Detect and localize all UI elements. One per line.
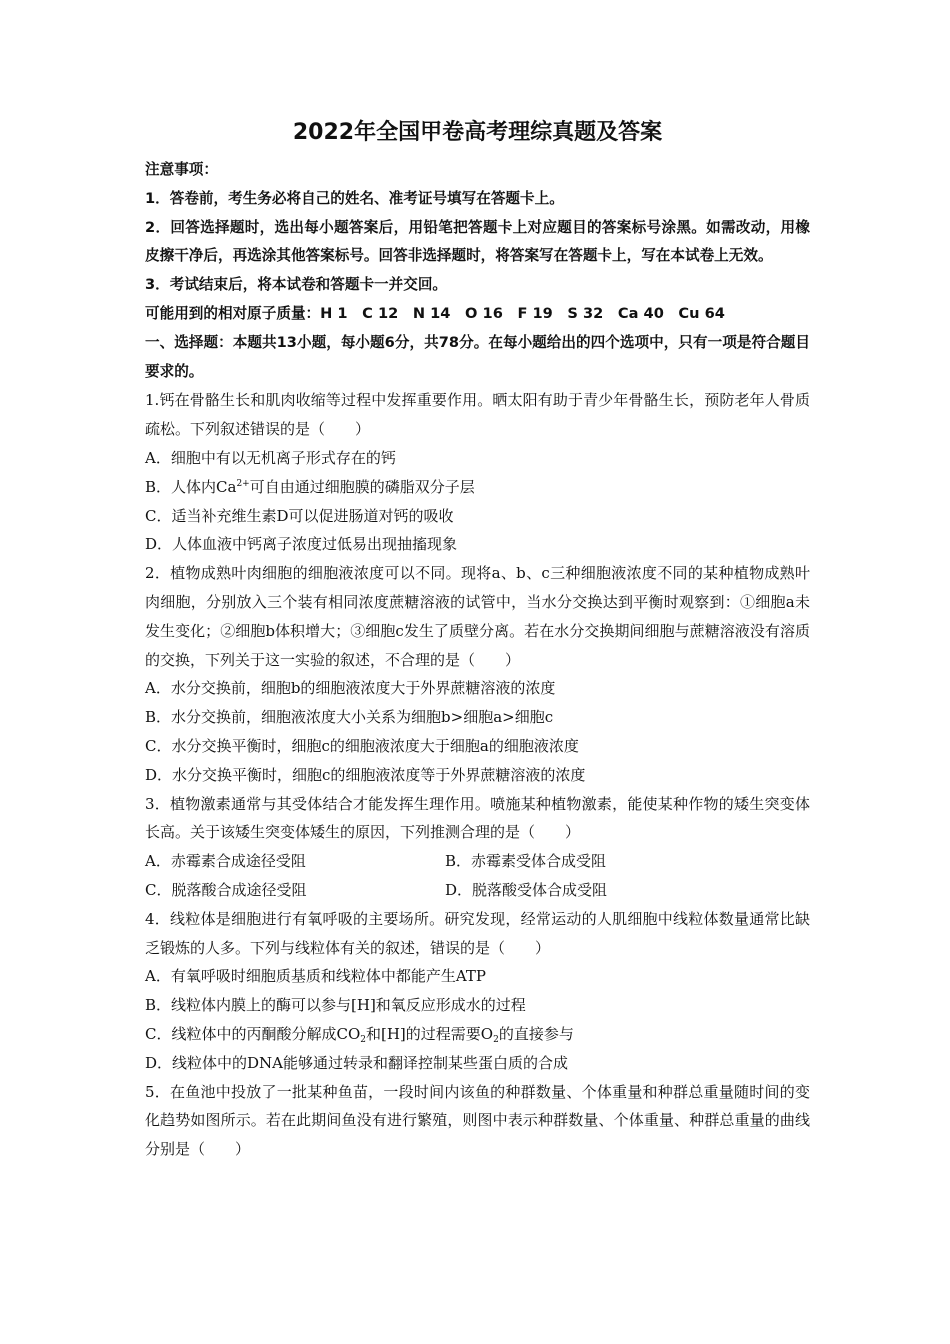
- q2-option-a: A．水分交换前，细胞b的细胞液浓度大于外界蔗糖溶液的浓度: [145, 679, 556, 698]
- q1-option-b-post: 可自由通过细胞膜的磷脂双分子层: [249, 477, 475, 496]
- notice-item-2: 2．回答选择题时，选出每小题答案后，用铅笔把答题卡上对应题目的答案标号涂黑。如需改动，用橡皮擦干净后，再选涂其他答案标号。回答非选择题时，将答案写在答题卡上，写在本试卷上无效。: [145, 218, 810, 265]
- notice-item-3: 3．考试结束后，将本试卷和答题卡一并交回。: [145, 276, 448, 294]
- q3-option-a: A．赤霉素合成途径受阻: [145, 852, 306, 871]
- q4-option-c: [145, 1020, 810, 1049]
- q1-stem: 1.钙在骨骼生长和肌肉收缩等过程中发挥重要作用。晒太阳有助于青少年骨骼生长，预防老年人骨质疏松。下列叙述错误的是（ ）: [145, 391, 810, 439]
- q1-option-d: D．人体血液中钙离子浓度过低易出现抽搐现象: [145, 535, 458, 554]
- q4-option-d: D．线粒体中的DNA能够通过转录和翻译控制某些蛋白质的合成: [145, 1053, 569, 1072]
- q5-stem: 5．在鱼池中投放了一批某种鱼苗，一段时间内该鱼的种群数量、个体重量和种群总重量随时间的变化趋势如图所示。若在此期间鱼没有进行繁殖，则图中表示种群数量、个体重量、种群总重量的曲线分别是（ ）: [145, 1082, 810, 1159]
- section-1-heading: 一、选择题：本题共13小题，每小题6分，共78分。在每小题给出的四个选项中，只有一项是符合题目要求的。: [145, 333, 810, 380]
- q3-options-row-1: [145, 847, 810, 876]
- q4-option-c-part1: C．线粒体中的丙酮酸分解成CO: [145, 1024, 361, 1043]
- q4-option-c-part2: 和[H]的过程需要O: [366, 1024, 494, 1043]
- q2-option-b: B．水分交换前，细胞液浓度大小关系为细胞b>细胞a>细胞c: [145, 708, 554, 727]
- q1-option-c: C．适当补充维生素D可以促进肠道对钙的吸收: [145, 506, 454, 525]
- q1-option-b-pre: B．人体内Ca: [145, 477, 237, 496]
- atomic-mass-line: 可能用到的相对原子质量：H 1 C 12 N 14 O 16 F 19 S 32 Ca 40 Cu 64: [145, 304, 725, 322]
- q3-option-c: C．脱落酸合成途径受阻: [145, 880, 307, 899]
- q4-option-b: B．线粒体内膜上的酶可以参与[H]和氧反应形成水的过程: [145, 996, 526, 1015]
- q1-option-b-sup: 2+: [236, 478, 250, 489]
- q2-stem: 2．植物成熟叶肉细胞的细胞液浓度可以不同。现将a、b、c三种细胞液浓度不同的某种植物成熟叶肉细胞，分别放入三个装有相同浓度蔗糖溶液的试管中，当水分交换达到平衡时观察到：①细胞a未发生变化；②细胞b体积增大；③细胞c发生了质壁分离。若在水分交换期间细胞与蔗糖溶液没有溶质的交换，下列关于这一实验的叙述，不合理的是（ ）: [145, 564, 810, 669]
- q3-option-d: D．脱落酸受体合成受阻: [445, 880, 608, 899]
- q2-option-d: D．水分交换平衡时，细胞c的细胞液浓度等于外界蔗糖溶液的浓度: [145, 765, 586, 784]
- q4-stem: 4．线粒体是细胞进行有氧呼吸的主要场所。研究发现，经常运动的人肌细胞中线粒体数量通常比缺乏锻炼的人多。下列与线粒体有关的叙述，错误的是（ ）: [145, 909, 810, 957]
- q4-option-c-sub2: 2: [493, 1034, 499, 1045]
- q3-option-b: B．赤霉素受体合成受阻: [445, 852, 607, 871]
- q3-options-row-2: [145, 876, 810, 905]
- notice-heading: 注意事项：: [145, 161, 218, 178]
- notice-item-1: 1．答卷前，考生务必将自己的姓名、准考证号填写在答题卡上。: [145, 189, 564, 207]
- q4-option-c-part3: 的直接参与: [498, 1024, 574, 1043]
- q2-option-c: C．水分交换平衡时，细胞c的细胞液浓度大于细胞a的细胞液浓度: [145, 736, 579, 755]
- page-title: 2022年全国甲卷高考理综真题及答案: [292, 120, 663, 145]
- q1-option-a: A．细胞中有以无机离子形式存在的钙: [145, 448, 396, 467]
- q4-option-a: A．有氧呼吸时细胞质基质和线粒体中都能产生ATP: [145, 967, 486, 986]
- q4-option-c-sub1: 2: [360, 1034, 366, 1045]
- exam-page: [145, 110, 810, 1164]
- q1-option-b: [145, 473, 810, 502]
- q3-stem: 3．植物激素通常与其受体结合才能发挥生理作用。喷施某种植物激素，能使某种作物的矮生突变体长高。关于该矮生突变体矮生的原因，下列推测合理的是（ ）: [145, 794, 810, 842]
